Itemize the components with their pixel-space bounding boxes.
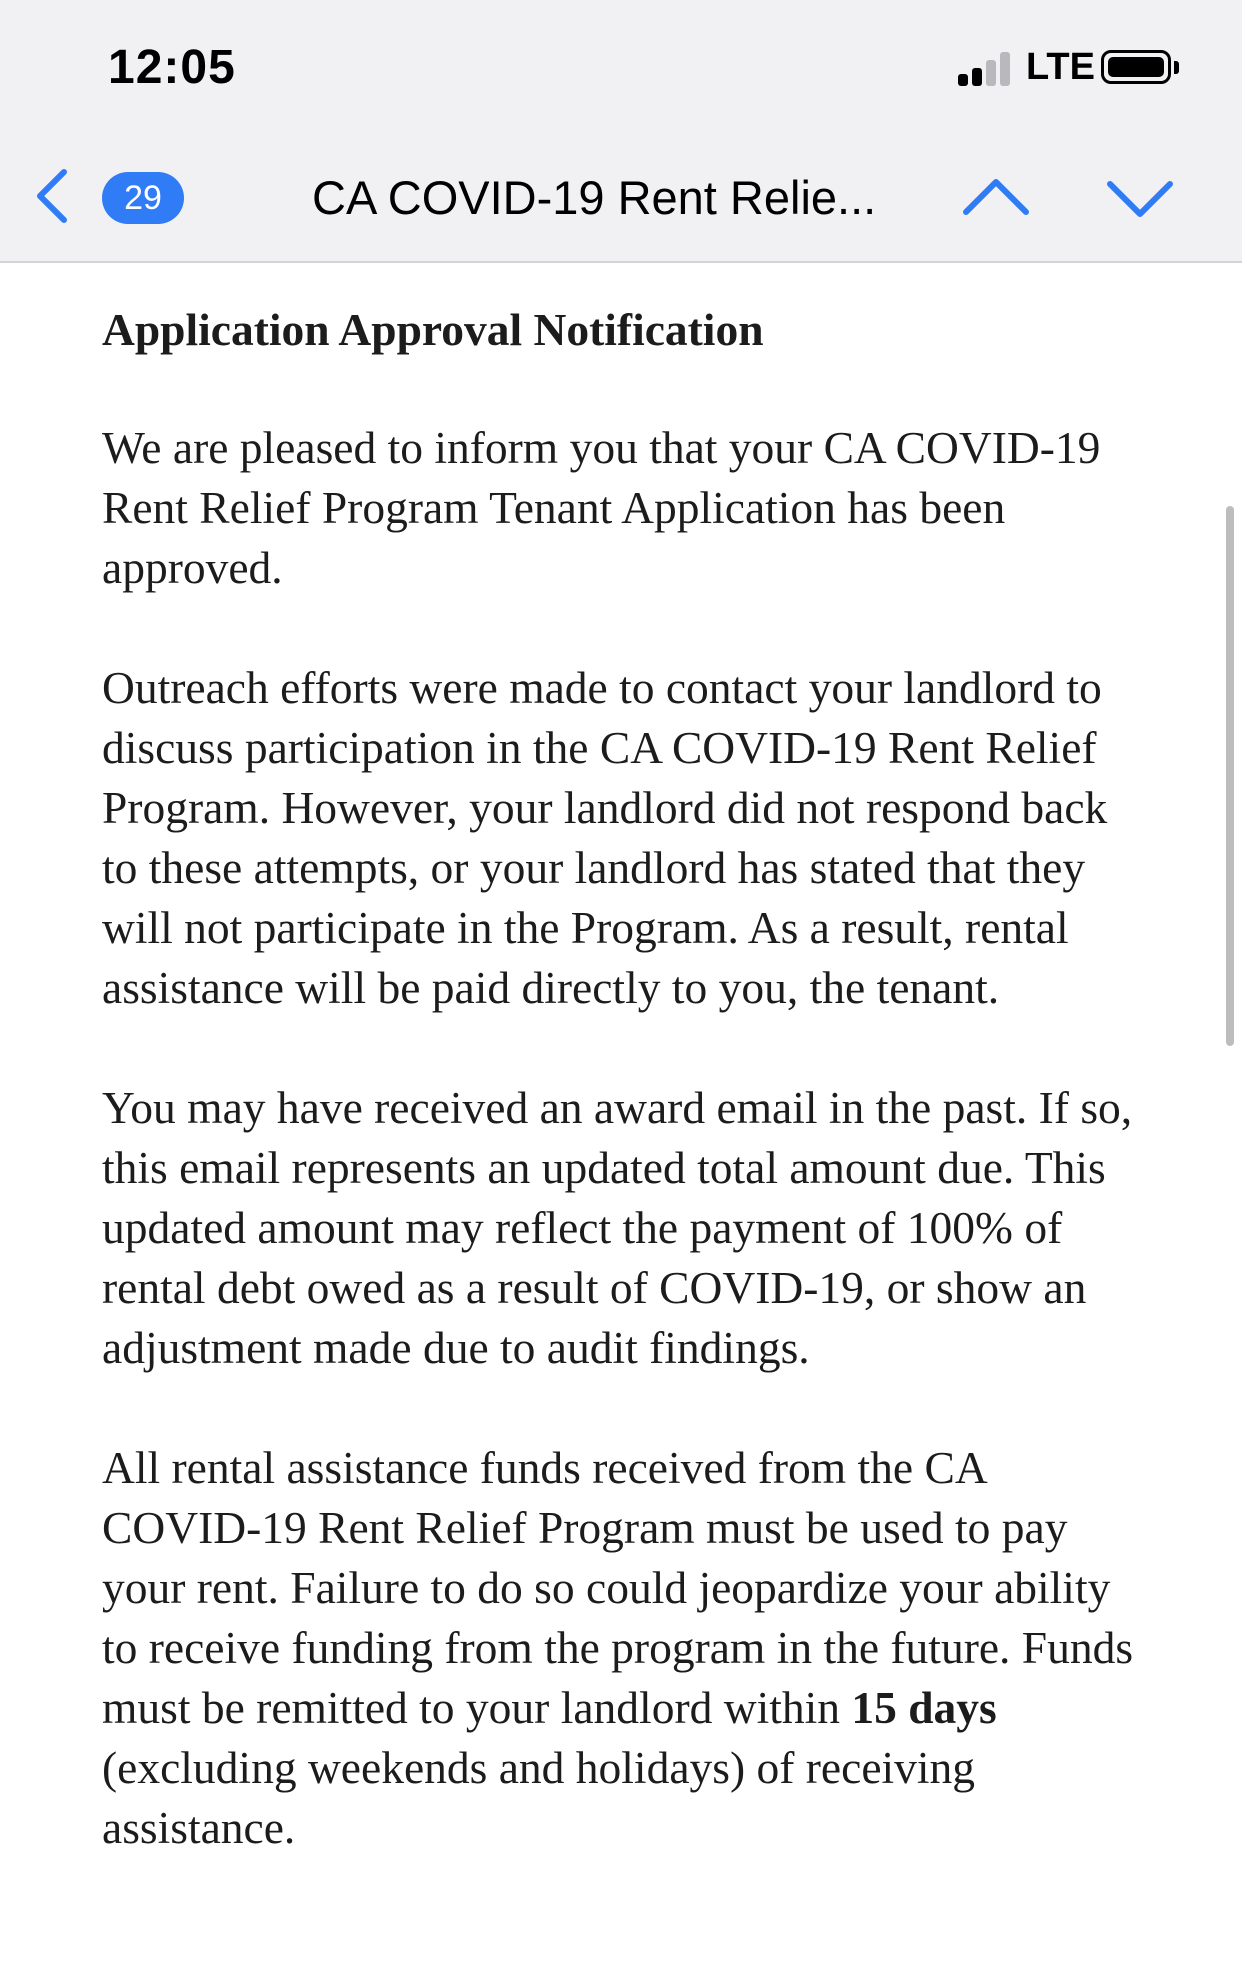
email-paragraph: You may have received an award email in the past. If so, this email represents an updated total amount due. This updated amount may reflect the payment of 100% of rental debt owed as a result of COVID-19, or show an adjustment made due to audit findings. [102,1082,1133,1373]
status-time: 12:05 [108,41,236,94]
vertical-scrollbar[interactable] [1226,506,1234,1046]
signal-strength-icon [958,50,1014,86]
email-paragraph: Outreach efforts were made to contact your landlord to discuss participation in the CA COVID-19 Rent Relief Program. However, your landlord did not respond back to these attempts, or your landlord has stated that they will not participate in the Program. As a result, rental assistance will be paid directly to you, the tenant. [102,662,1108,1013]
message-subject-title: CA COVID-19 Rent Relie... [312,171,877,224]
email-heading: Application Approval Notification [102,304,764,355]
email-body [102,300,1142,1918]
previous-message-chevron-up-icon[interactable] [960,168,1032,228]
unread-count-badge[interactable]: 29 [102,172,184,224]
status-bar [0,0,1242,130]
network-type: LTE [1026,46,1095,88]
paragraph-text: All rental assistance funds received from the CA COVID-19 Rent Relief Program must be used to pay your rent. Failure to do so could jeopardize your ability to receive funding from the program in the future. Funds must be remitted to your landlord within [102,1442,1134,1733]
battery-icon [1101,50,1171,84]
deadline-bold-text: 15 days [851,1682,997,1733]
email-paragraph [102,1438,1142,1858]
next-message-chevron-down-icon[interactable] [1104,168,1176,228]
back-chevron-icon[interactable] [32,166,72,226]
battery-tip [1174,61,1179,74]
paragraph-text: (excluding weekends and holidays) of receiving assistance. [102,1742,976,1853]
email-paragraph: We are pleased to inform you that your CA COVID-19 Rent Relief Program Tenant Application has been approved. [102,422,1101,593]
mail-navigation-bar [0,130,1242,263]
